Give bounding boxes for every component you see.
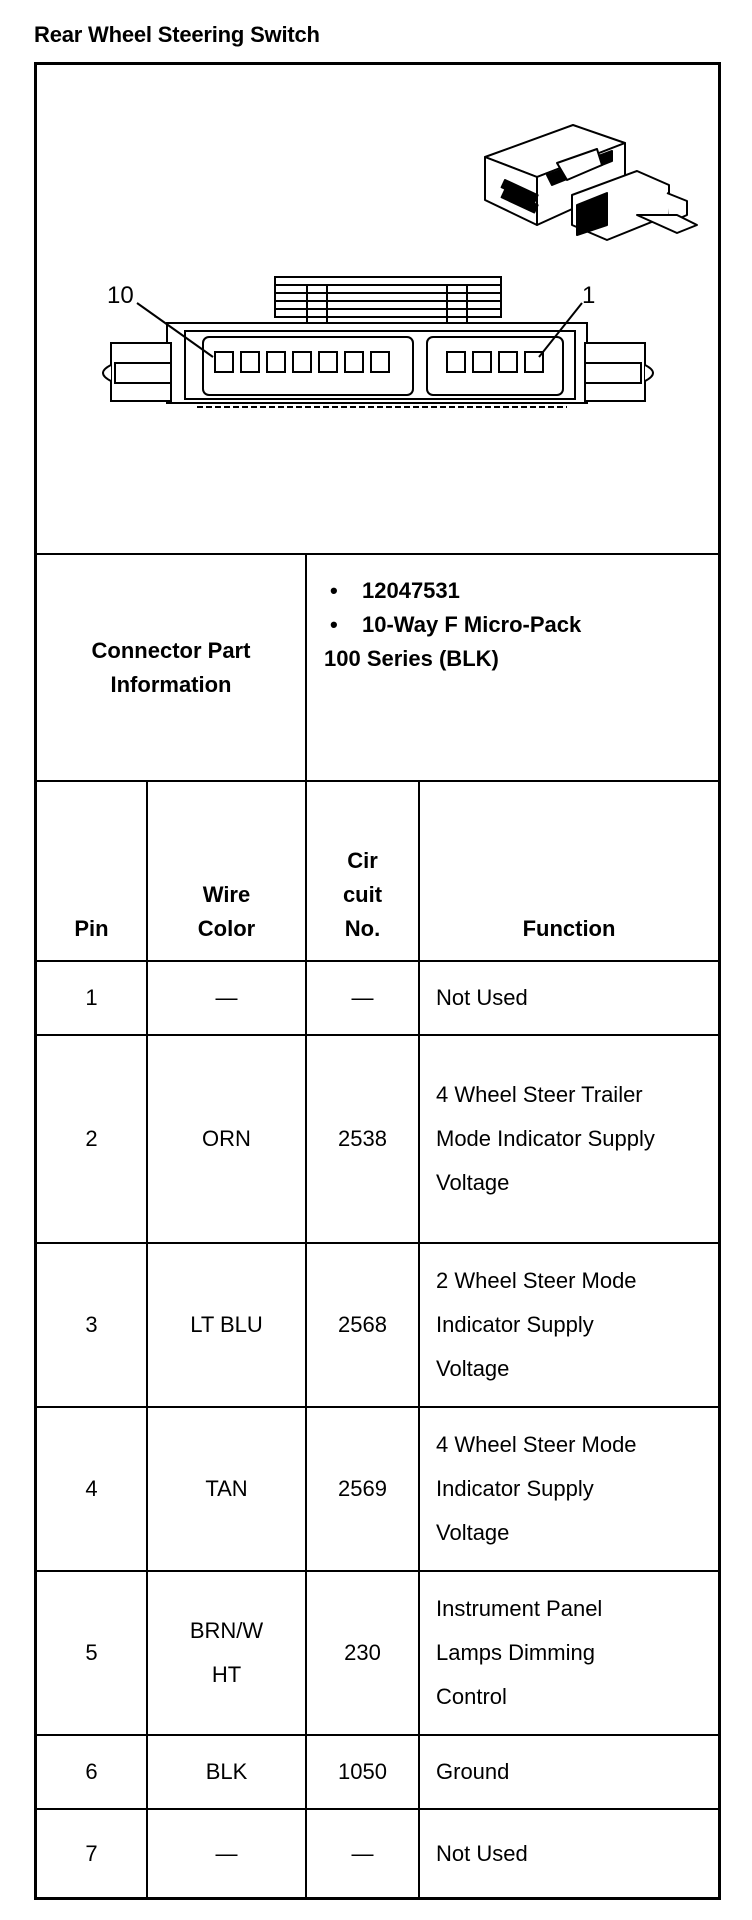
- table-cell-pin: 3: [85, 1312, 98, 1337]
- table-cell-wire-color: TAN: [205, 1476, 248, 1501]
- table-cell-pin: 7: [85, 1840, 98, 1866]
- table-cell-function: Instrument Panel Lamps Dimming Control: [436, 1596, 603, 1709]
- table-cell-pin: 2: [85, 1126, 98, 1151]
- table-cell-circuit: 230: [344, 1640, 381, 1665]
- connector-info-values: [324, 574, 714, 676]
- table-cell-wire-color: LT BLU: [190, 1312, 263, 1337]
- table-cell-wire-color: BRN/W HT: [189, 1618, 264, 1687]
- table-cell-pin: 1: [85, 985, 98, 1010]
- table-cell-function: Ground: [436, 1759, 510, 1784]
- connector-bullet: • 12047531: [324, 574, 714, 608]
- table-cell-circuit: 2538: [338, 1126, 387, 1151]
- table-cell-pin: 6: [85, 1759, 98, 1784]
- connector-diagram: [37, 65, 718, 555]
- connector-bullet: • 10-Way F Micro-Pack: [324, 608, 714, 642]
- table-cell-wire-color: —: [215, 1840, 238, 1866]
- header-wire-color: Wire Color: [197, 882, 256, 941]
- rule-table-bottom: [34, 1897, 721, 1900]
- connector-info-label: Connector Part Information: [91, 637, 251, 697]
- pin-label-10: 10: [107, 282, 134, 309]
- header-function: Function: [522, 916, 616, 941]
- table-cell-circuit: 2568: [338, 1312, 387, 1337]
- table-cell-function: 4 Wheel Steer Mode Indicator Supply Voltage: [436, 1432, 637, 1545]
- table-cell-pin: 4: [85, 1476, 98, 1501]
- table-cell-wire-color: ORN: [202, 1126, 251, 1151]
- table-cell-function: 2 Wheel Steer Mode Indicator Supply Voltage: [436, 1268, 637, 1381]
- table-cell-circuit: 2569: [338, 1476, 387, 1501]
- table-cell-function: Not Used: [436, 1840, 528, 1866]
- part-number: 12047531: [362, 578, 460, 603]
- table-cell-function: 4 Wheel Steer Trailer Mode Indicator Supply Voltage: [436, 1082, 655, 1195]
- table-cell-circuit: 1050: [338, 1759, 387, 1784]
- connector-series: 100 Series (BLK): [324, 646, 499, 671]
- page-title: Rear Wheel Steering Switch: [34, 22, 320, 47]
- table-cell-wire-color: —: [215, 985, 238, 1010]
- table-cell-function: Not Used: [436, 985, 528, 1010]
- pin-label-1: 1: [582, 282, 596, 309]
- cavities-group-left: [215, 352, 389, 372]
- table-cell-wire-color: BLK: [205, 1759, 248, 1784]
- connector-face: [103, 277, 653, 407]
- connector-type: 10-Way F Micro-Pack: [362, 612, 582, 637]
- header-circuit: Cir cuit No.: [342, 848, 383, 941]
- header-pin: Pin: [74, 916, 109, 941]
- table-cell-pin: 5: [85, 1640, 98, 1665]
- table-cell-circuit: —: [351, 985, 374, 1010]
- table-cell-circuit: —: [351, 1840, 374, 1866]
- connector-iso-icon: [485, 125, 697, 240]
